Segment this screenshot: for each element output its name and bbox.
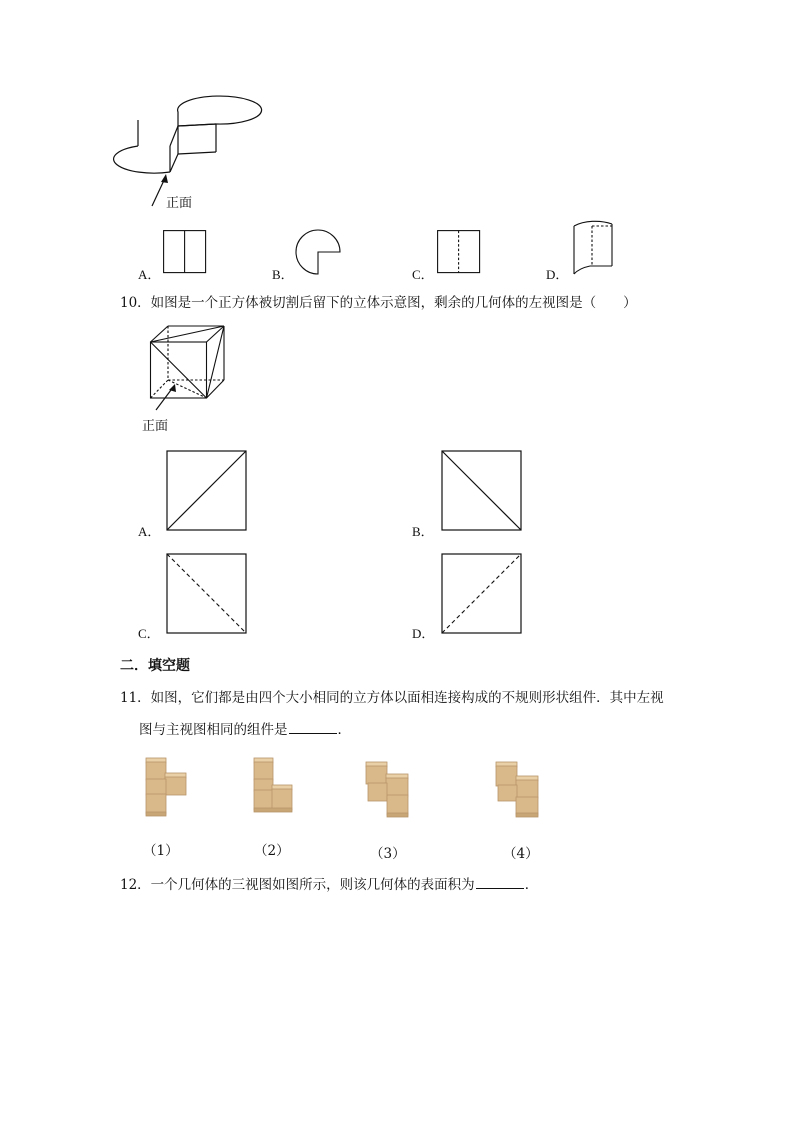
q11-block-figure-1 bbox=[140, 756, 196, 820]
q9-option-a-figure bbox=[163, 230, 207, 274]
q11-answer-blank[interactable] bbox=[289, 721, 337, 734]
q11-caption-2: （2） bbox=[254, 843, 290, 859]
q9-option-d-label: D． bbox=[546, 267, 569, 282]
section-title-fill-in: 二．填空题 bbox=[120, 658, 190, 674]
q12-end: ． bbox=[524, 877, 539, 893]
q11-question-line1: 11．如图，它们都是由四个大小相同的立方体以面相连接构成的不规则形状组件．其中左视 bbox=[120, 690, 664, 706]
q11-block-figure-2 bbox=[248, 756, 298, 820]
q9-option-b-label: B． bbox=[272, 267, 294, 282]
q10-option-c-label: C． bbox=[138, 626, 160, 641]
q10-front-label: 正面 bbox=[142, 419, 169, 434]
q11-caption-3: （3） bbox=[370, 846, 406, 862]
q10-option-b-figure bbox=[441, 450, 523, 532]
q11-block-figure-3 bbox=[360, 760, 414, 824]
q9-option-c-figure bbox=[437, 230, 481, 274]
q9-cut-cylinder-figure bbox=[130, 100, 230, 180]
q10-question-text: 10．如图是一个正方体被切割后留下的立体示意图，剩余的几何体的左视图是（ ） bbox=[120, 295, 637, 311]
q10-option-c-figure bbox=[166, 553, 248, 635]
q9-front-label: 正面 bbox=[166, 196, 193, 211]
q10-option-b-label: B． bbox=[412, 524, 434, 539]
q9-option-a-label: A． bbox=[138, 267, 161, 282]
q10-option-d-label: D． bbox=[412, 626, 435, 641]
q11-caption-4: （4） bbox=[503, 846, 539, 862]
q12-text: 12．一个几何体的三视图如图所示，则该几何体的表面积为 bbox=[120, 877, 475, 893]
q10-option-a-figure bbox=[166, 450, 248, 532]
q9-option-d-figure bbox=[570, 222, 616, 278]
q12-answer-blank[interactable] bbox=[476, 876, 524, 889]
q10-option-a-label: A． bbox=[138, 524, 161, 539]
q10-option-d-figure bbox=[441, 553, 523, 635]
q11-question-line2 bbox=[139, 718, 351, 738]
q11-line2-end: ． bbox=[337, 722, 351, 738]
q9-option-b-figure bbox=[296, 230, 342, 276]
q11-line2-text: 图与主视图相同的组件是 bbox=[139, 722, 288, 738]
q11-block-figure-4 bbox=[490, 760, 544, 824]
q9-option-c-label: C． bbox=[412, 267, 434, 282]
q11-caption-1: （1） bbox=[143, 843, 179, 859]
q12-question-text bbox=[120, 873, 538, 893]
